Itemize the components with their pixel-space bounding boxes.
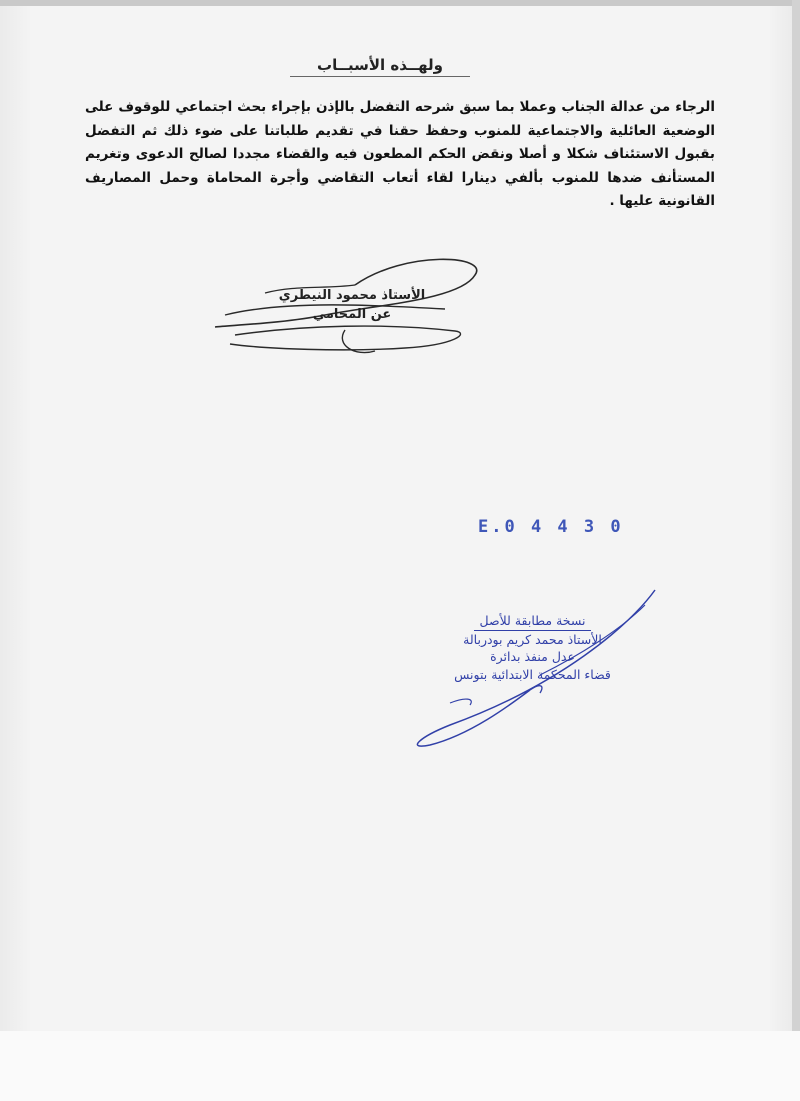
certification-line-1: نسخة مطابقة للأصل [474, 612, 592, 631]
lawyer-name: الأستاذ محمود النيطري [278, 288, 426, 303]
certification-line-3: عدل منفذ بدائرة [490, 649, 575, 664]
bailiff-signature-drawing [390, 585, 670, 770]
certification-line-4: قضاء المحكمة الابتدائية بتونس [454, 666, 611, 682]
scan-edge-bottom [0, 1031, 800, 1101]
lawyer-role: عن المحامي [312, 307, 392, 322]
certification-line-2: الأستاذ محمد كريم بودربالة [463, 631, 602, 647]
section-heading: ولهــذه الأسبــاب [290, 56, 470, 77]
scan-edge-top [0, 0, 800, 6]
scan-edge-right [792, 0, 800, 1101]
lawyer-signature-text [262, 286, 442, 324]
request-paragraph: الرجاء من عدالة الجناب وعملا بما سبق شرحه التفضل بالإذن بإجراء بحث اجتماعي للوقوف على الوضعية العائلية والاجتماعية للمنوب وحفظ حقنا في تقديم طلباتنا على ضوء ذلك ثم التفضل بقبول الاستئناف شكلا و أصلا ونقض الحكم المطعون فيه والقضاء مجددا لصالح الدعوى وتغريم المستأنف ضدها للمنوب بألفي دينارا لقاء أتعاب التقاضي وأجرة المحاماة وحمل المصاريف القانونية عليها . [85, 99, 715, 209]
registration-stamp-number: E.0 4 4 3 0 [478, 517, 624, 537]
